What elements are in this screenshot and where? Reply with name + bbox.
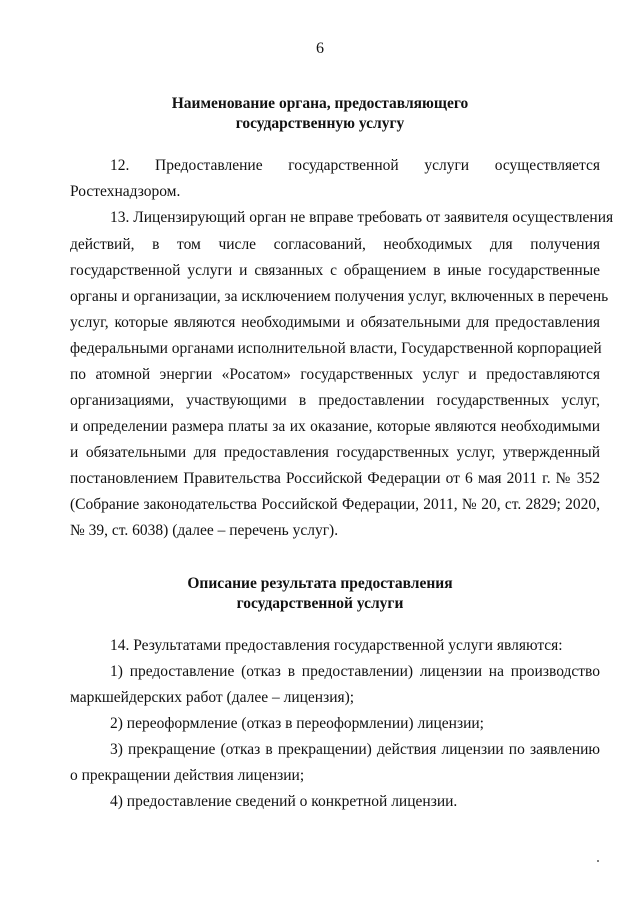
heading-line: государственной услуги <box>236 595 404 612</box>
heading-line: Наименование органа, предоставляющего <box>171 95 469 112</box>
paragraph-line: Ростехнадзором. <box>70 183 181 200</box>
list-item-line: 3) прекращение (отказ в прекращении) действия лицензии по заявлению <box>110 741 600 758</box>
heading-line: Описание результата предоставления <box>187 575 453 592</box>
paragraph-line: и обязательными для предоставления государственных услуг, утвержденный <box>70 444 600 461</box>
list-item-line: маркшейдерских работ (далее – лицензия); <box>70 689 355 706</box>
scan-speck <box>597 860 599 862</box>
list-item-line: 1) предоставление (отказ в предоставлении) лицензии на производство <box>110 663 600 680</box>
list-item-line: 4) предоставление сведений о конкретной лицензии. <box>110 793 458 810</box>
paragraph-line: 14. Результатами предоставления государственной услуги являются: <box>110 637 563 654</box>
paragraph-line: государственной услуги и связанных с обращением в иные государственные <box>70 262 600 279</box>
paragraph-line: постановлением Правительства Российской Федерации от 6 мая 2011 г. № 352 <box>70 470 600 487</box>
list-item-line: о прекращении действия лицензии; <box>70 767 305 784</box>
paragraph-line: действий, в том числе согласований, необходимых для получения <box>70 236 600 253</box>
list-item-line: 2) переоформление (отказ в переоформлении) лицензии; <box>110 715 484 732</box>
paragraph-line: 12. Предоставление государственной услуги осуществляется <box>110 157 600 174</box>
section-heading-result <box>0 574 640 614</box>
paragraph-line: по атомной энергии «Росатом» государственных услуг и предоставляются <box>70 366 600 383</box>
paragraph-line: 13. Лицензирующий орган не вправе требовать от заявителя осуществления <box>110 209 614 226</box>
paragraph-line: № 39, ст. 6038) (далее – перечень услуг). <box>70 522 339 539</box>
paragraph-line: федеральными органами исполнительной власти, Государственной корпорацией <box>70 340 602 357</box>
paragraph-line: организациями, участвующими в предоставлении государственных услуг, <box>70 392 600 409</box>
heading-line: государственную услугу <box>235 115 405 132</box>
page-number: 6 <box>316 40 324 57</box>
section-heading-authority <box>0 94 640 134</box>
paragraph-line: (Собрание законодательства Российской Федерации, 2011, № 20, ст. 2829; 2020, <box>70 496 600 513</box>
paragraph-line: органы и организации, за исключением получения услуг, включенных в перечень <box>70 288 609 305</box>
paragraph-line: и определении размера платы за их оказание, которые являются необходимыми <box>70 418 600 435</box>
paragraph-line: услуг, которые являются необходимыми и обязательными для предоставления <box>70 314 600 331</box>
